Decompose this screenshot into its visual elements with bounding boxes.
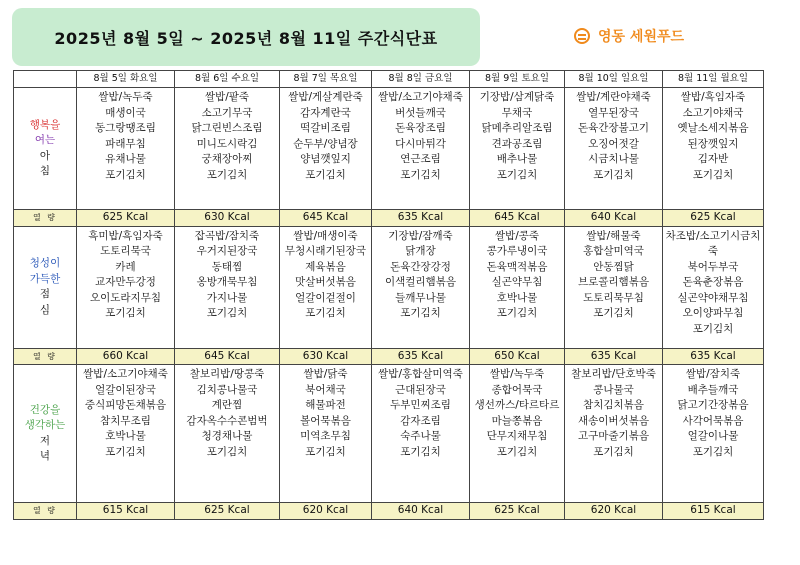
lunch-menu-cell [663, 226, 764, 348]
dish-item: 가지나물 [206, 291, 248, 304]
dish-item: 오징어젓갈 [588, 137, 639, 150]
dish-item: 기장밥/삼계닭죽 [479, 91, 555, 103]
lunch-menu-cell [372, 226, 470, 348]
dish-item: 배추나물 [496, 153, 538, 165]
dish-item: 포기김치 [496, 307, 538, 319]
dish-item: 기장밥/잠깨죽 [388, 229, 453, 242]
calorie-value: 635 Kcal [372, 210, 470, 227]
lunch-menu-cell [280, 226, 372, 348]
calorie-label: 열 량 [14, 503, 77, 520]
dish-item: 포기김치 [593, 307, 634, 319]
dish-item: 양념깻잎지 [300, 153, 351, 165]
dish-item: 호박나물 [496, 291, 538, 304]
dish-item: 쌀밥/매생이죽 [293, 229, 358, 242]
dish-item: 얼갈이나물 [687, 430, 739, 442]
dish-item: 버섯들깨국 [395, 106, 446, 119]
dish-item: 견과공조림 [491, 137, 543, 150]
dish-item: 감자조림 [400, 414, 441, 427]
dish-item: 감자계란국 [300, 106, 351, 119]
dish-item: 미역초무침 [300, 430, 351, 442]
calorie-value: 620 Kcal [280, 503, 372, 520]
dish-item: 다시마튀각 [395, 137, 446, 150]
dish-item: 참치김치볶음 [583, 399, 644, 411]
dish-item: 포기김치 [105, 445, 146, 458]
dish-item: 닭고기간장볶음 [677, 399, 749, 411]
dish-item: 동그랑땡조림 [95, 122, 156, 134]
dish-item: 찰보리밥/단호박죽 [571, 368, 656, 380]
dish-item: 돈육장조림 [395, 122, 446, 134]
dish-item: 쌀밥/닭죽 [303, 368, 348, 380]
day-header-row [14, 71, 764, 88]
dish-item: 볼어묵볶음 [300, 414, 351, 427]
dish-item: 연근조림 [400, 153, 441, 165]
breakfast-menu-cell [77, 88, 175, 210]
dish-item: 쌀밥/소고기야채죽 [378, 91, 463, 103]
dish-item: 차조밥/소고기시금치죽 [665, 229, 761, 257]
dish-item: 찰보리밥/땅콩죽 [189, 368, 265, 380]
dish-item: 포기김치 [496, 168, 538, 181]
calorie-value: 620 Kcal [565, 503, 663, 520]
dish-item: 포기김치 [692, 445, 734, 458]
dinner-label: 건강을 생각하는 저 녁 [14, 365, 77, 503]
dish-item: 카레 [115, 260, 136, 273]
dish-item: 닭개장 [405, 245, 436, 257]
lunch-row [14, 226, 764, 348]
dinner-menu-cell [77, 365, 175, 503]
lunch-menu-cell [470, 226, 565, 348]
dinner-menu-cell [663, 365, 764, 503]
dish-item: 도토리묵국 [100, 245, 151, 257]
lunch-menu-cell [175, 226, 280, 348]
dish-item: 쌀밥/녹두죽 [489, 368, 545, 380]
lunch-calorie-row [14, 348, 764, 365]
calorie-value: 625 Kcal [663, 210, 764, 227]
dish-item: 도토리묵무침 [583, 291, 644, 304]
dish-item: 닭그린빈스조림 [191, 122, 263, 134]
dish-item: 흑미밥/흑임자죽 [88, 229, 163, 242]
dinner-menu-cell [372, 365, 470, 503]
dish-item: 매생이국 [105, 106, 146, 119]
dish-item: 들깨무나물 [395, 291, 446, 304]
dish-item: 옹방개묵무침 [196, 276, 258, 288]
dinner-row [14, 365, 764, 503]
dish-item: 얼갈이된장국 [95, 383, 156, 396]
dish-item: 돈육춘장볶음 [682, 276, 744, 288]
dish-item: 포기김치 [400, 445, 441, 458]
breakfast-menu-cell [663, 88, 764, 210]
lunch-menu-cell [77, 226, 175, 348]
breakfast-menu-cell [470, 88, 565, 210]
brand [574, 26, 684, 46]
calorie-value: 625 Kcal [77, 210, 175, 227]
dish-item: 중식피망돈채볶음 [84, 399, 167, 411]
dinner-calorie-row [14, 503, 764, 520]
dish-item: 쌀밥/녹두죽 [98, 91, 153, 103]
dinner-menu-cell [175, 365, 280, 503]
dish-item: 동태찜 [211, 260, 243, 273]
breakfast-row [14, 88, 764, 210]
lunch-label: 청성이 가득한 점 심 [14, 226, 77, 348]
calorie-value: 660 Kcal [77, 348, 175, 365]
dish-item: 소고기야채국 [682, 106, 744, 119]
dish-item: 닭메추리알조림 [481, 122, 553, 134]
dish-item: 교자만두강정 [95, 276, 156, 288]
dish-item: 고구마줄기볶음 [577, 430, 649, 442]
calorie-value: 645 Kcal [470, 210, 565, 227]
dish-item: 포기김치 [593, 168, 634, 181]
dish-item: 마늘쫑볶음 [491, 414, 543, 427]
dish-item: 브로콜리햄볶음 [577, 276, 649, 288]
breakfast-menu-cell [175, 88, 280, 210]
dish-item: 얼갈이겉절이 [295, 291, 356, 304]
dish-item: 포기김치 [305, 445, 346, 458]
dish-item: 콩가루냉이국 [486, 245, 548, 257]
dish-item: 포기김치 [206, 445, 248, 458]
calorie-value: 640 Kcal [565, 210, 663, 227]
dish-item: 두부민찌조림 [390, 399, 451, 411]
calorie-value: 625 Kcal [175, 503, 280, 520]
dish-item: 쌀밥/콩죽 [494, 229, 540, 242]
breakfast-menu-cell [565, 88, 663, 210]
dish-item: 포기김치 [400, 168, 441, 181]
dish-item: 단무지채무침 [486, 430, 548, 442]
calorie-value: 635 Kcal [565, 348, 663, 365]
dish-item: 쌀밥/해물죽 [586, 229, 641, 242]
dish-item: 포기김치 [105, 168, 146, 181]
dish-item: 쌀밥/계란야채죽 [576, 91, 651, 103]
dish-item: 호박나물 [105, 430, 146, 442]
dish-item: 실곤약무침 [491, 276, 543, 288]
dish-item: 김치콩나물국 [196, 383, 258, 396]
dish-item: 오이양파무침 [682, 307, 744, 319]
dish-item: 실곤약야채무침 [677, 291, 749, 304]
brand-name: 영동 세원푸드 [598, 29, 685, 45]
dish-item: 포기김치 [692, 322, 734, 335]
dish-item: 옛날소세지볶음 [677, 122, 749, 134]
company-logo-icon [574, 28, 590, 44]
dish-item: 북어두부국 [687, 260, 739, 273]
dish-item: 포기김치 [692, 168, 734, 181]
dish-item: 홍합살미역국 [583, 245, 644, 257]
dish-item: 미니도시락김 [196, 137, 258, 150]
day-header: 8월 7일 목요일 [280, 71, 372, 88]
dish-item: 쌀밥/흑임자죽 [680, 91, 746, 103]
dish-item: 쌀밥/잠치죽 [685, 368, 741, 380]
dish-item: 소고기무국 [201, 106, 253, 119]
dish-item: 유채나물 [105, 153, 146, 165]
dish-item: 안동찜닭 [593, 260, 634, 273]
calorie-value: 650 Kcal [470, 348, 565, 365]
dish-item: 돈육간장불고기 [577, 122, 649, 134]
calorie-value: 640 Kcal [372, 503, 470, 520]
dish-item: 포기김치 [400, 307, 441, 319]
dish-item: 순두부/양념장 [293, 137, 358, 150]
dish-item: 북어채국 [305, 383, 346, 396]
breakfast-menu-cell [280, 88, 372, 210]
calorie-value: 615 Kcal [77, 503, 175, 520]
weekly-menu-table [13, 70, 764, 520]
calorie-value: 635 Kcal [663, 348, 764, 365]
dish-item: 돈육맥적볶음 [486, 260, 548, 273]
dish-item: 근대된장국 [395, 383, 446, 396]
dish-item: 오이도라지무침 [89, 291, 161, 304]
day-header: 8월 6일 수요일 [175, 71, 280, 88]
calorie-value: 625 Kcal [470, 503, 565, 520]
dish-item: 우거지된장국 [196, 245, 258, 257]
dish-item: 된장깻잎지 [687, 137, 739, 150]
dish-item: 열무된장국 [588, 106, 639, 119]
dish-item: 쌀밥/팥죽 [204, 91, 250, 103]
lunch-menu-cell [565, 226, 663, 348]
dish-item: 파래무침 [105, 137, 146, 150]
dish-item: 맛살버섯볶음 [295, 276, 356, 288]
day-header: 8월 10일 일요일 [565, 71, 663, 88]
dish-item: 생선까스/타르타르 [474, 399, 560, 411]
dish-item: 계란찜 [211, 399, 243, 411]
dish-item: 제육볶음 [305, 260, 346, 273]
dinner-menu-cell [280, 365, 372, 503]
dish-item: 궁채장아찌 [201, 153, 253, 165]
dish-item: 김자반 [697, 153, 729, 165]
dish-item: 포기김치 [593, 445, 634, 458]
calorie-value: 635 Kcal [372, 348, 470, 365]
dish-item: 쌀밥/게살계란죽 [288, 91, 363, 103]
dish-item: 쌀밥/소고기야채죽 [83, 368, 168, 380]
dish-item: 돈육간장강정 [390, 260, 451, 273]
dish-item: 잡곡밥/잠치죽 [194, 229, 260, 242]
breakfast-label: 행복을 여는 아 침 [14, 88, 77, 210]
dinner-menu-cell [565, 365, 663, 503]
dish-item: 포기김치 [496, 445, 538, 458]
dish-item: 숙주나물 [400, 430, 441, 442]
calorie-value: 645 Kcal [175, 348, 280, 365]
calorie-label: 열 량 [14, 210, 77, 227]
dish-item: 사각어묵볶음 [682, 414, 744, 427]
day-header: 8월 8일 금요일 [372, 71, 470, 88]
dish-item: 포기김치 [305, 168, 346, 181]
breakfast-calorie-row [14, 210, 764, 227]
dish-item: 콩나물국 [593, 383, 634, 396]
dish-item: 종합어묵국 [491, 383, 543, 396]
dish-item: 무채국 [501, 106, 533, 119]
dish-item: 무청시래기된장국 [284, 245, 367, 257]
day-header: 8월 11일 월요일 [663, 71, 764, 88]
day-header: 8월 9일 토요일 [470, 71, 565, 88]
dish-item: 청경채나물 [201, 430, 253, 442]
corner-cell [14, 71, 77, 88]
breakfast-menu-cell [372, 88, 470, 210]
dish-item: 해물파전 [305, 399, 346, 411]
calorie-value: 630 Kcal [280, 348, 372, 365]
calorie-label: 열 량 [14, 348, 77, 365]
dish-item: 떡갈비조림 [300, 122, 351, 134]
day-header: 8월 5일 화요일 [77, 71, 175, 88]
dish-item: 포기김치 [206, 168, 248, 181]
dish-item: 참치무조림 [100, 414, 151, 427]
calorie-value: 645 Kcal [280, 210, 372, 227]
dinner-menu-cell [470, 365, 565, 503]
dish-item: 새송이버섯볶음 [577, 414, 649, 427]
calorie-value: 630 Kcal [175, 210, 280, 227]
dish-item: 포기김치 [105, 307, 146, 319]
dish-item: 시금치나물 [588, 153, 639, 165]
page-title: 2025년 8월 5일 ~ 2025년 8월 11일 주간식단표 [12, 8, 480, 66]
dish-item: 포기김치 [305, 307, 346, 319]
calorie-value: 615 Kcal [663, 503, 764, 520]
dish-item: 감자옥수수콘범벅 [186, 414, 268, 427]
dish-item: 포기김치 [206, 307, 248, 319]
dish-item: 배추들깨국 [687, 383, 739, 396]
dish-item: 쌀밥/홍합살미역죽 [378, 368, 463, 380]
dish-item: 이색컬리햄볶음 [384, 276, 456, 288]
